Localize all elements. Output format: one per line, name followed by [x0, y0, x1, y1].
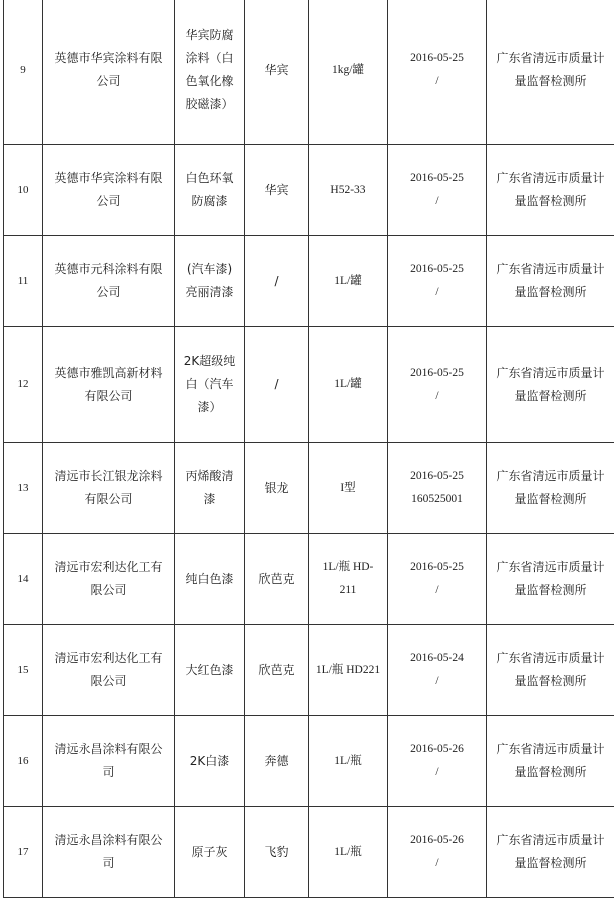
spec-cell: I型: [309, 443, 388, 534]
date-batch-cell: 2016-05-24 /: [388, 625, 487, 716]
inspection-agency-cell: 广东省清远市质量计 量监督检测所: [487, 327, 614, 443]
serial-number-cell: 9: [4, 0, 43, 145]
serial-number-cell: 15: [4, 625, 43, 716]
brand-cell: 华宾: [245, 0, 309, 145]
company-cell: 英德市雅凯高新材料 有限公司: [43, 327, 175, 443]
date-batch-cell: 2016-05-25 /: [388, 236, 487, 327]
inspection-agency-cell: 广东省清远市质量计 量监督检测所: [487, 625, 614, 716]
product-cell: 原子灰: [175, 807, 245, 898]
product-cell: 2K超级纯 白（汽车 漆）: [175, 327, 245, 443]
inspection-agency-cell: 广东省清远市质量计 量监督检测所: [487, 145, 614, 236]
date-batch-cell: 2016-05-25 /: [388, 0, 487, 145]
date-batch-cell: 2016-05-25 /: [388, 534, 487, 625]
serial-number-cell: 10: [4, 145, 43, 236]
table-row: [4, 807, 614, 898]
brand-cell: 奔德: [245, 716, 309, 807]
table-row: [4, 625, 614, 716]
date-batch-cell: 2016-05-25 /: [388, 327, 487, 443]
company-cell: 英德市华宾涂料有限 公司: [43, 0, 175, 145]
date-batch-cell: 2016-05-25 /: [388, 145, 487, 236]
table-row: [4, 327, 614, 443]
inspection-agency-cell: 广东省清远市质量计 量监督检测所: [487, 807, 614, 898]
spec-cell: 1kg/罐: [309, 0, 388, 145]
spec-cell: 1L/瓶: [309, 716, 388, 807]
inspection-agency-cell: 广东省清远市质量计 量监督检测所: [487, 534, 614, 625]
table-row: [4, 236, 614, 327]
company-cell: 清远市宏利达化工有 限公司: [43, 625, 175, 716]
product-cell: (汽车漆) 亮丽清漆: [175, 236, 245, 327]
product-cell: 丙烯酸清 漆: [175, 443, 245, 534]
serial-number-cell: 14: [4, 534, 43, 625]
table-row: [4, 716, 614, 807]
company-cell: 清远市宏利达化工有 限公司: [43, 534, 175, 625]
spec-cell: H52-33: [309, 145, 388, 236]
table-row: [4, 145, 614, 236]
inspection-agency-cell: 广东省清远市质量计 量监督检测所: [487, 716, 614, 807]
inspection-agency-cell: 广东省清远市质量计 量监督检测所: [487, 0, 614, 145]
date-batch-cell: 2016-05-26 /: [388, 807, 487, 898]
inspection-agency-cell: 广东省清远市质量计 量监督检测所: [487, 236, 614, 327]
company-cell: 清远市长江银龙涂料 有限公司: [43, 443, 175, 534]
company-cell: 清远永昌涂料有限公 司: [43, 716, 175, 807]
brand-cell: 银龙: [245, 443, 309, 534]
product-cell: 纯白色漆: [175, 534, 245, 625]
serial-number-cell: 16: [4, 716, 43, 807]
table-row: [4, 534, 614, 625]
company-cell: 清远永昌涂料有限公 司: [43, 807, 175, 898]
brand-cell: 飞豹: [245, 807, 309, 898]
spec-cell: 1L/罐: [309, 327, 388, 443]
spec-cell: 1L/瓶: [309, 807, 388, 898]
inspection-agency-cell: 广东省清远市质量计 量监督检测所: [487, 443, 614, 534]
date-batch-cell: 2016-05-26 /: [388, 716, 487, 807]
spec-cell: 1L/罐: [309, 236, 388, 327]
table-row: [4, 443, 614, 534]
product-cell: 白色环氧 防腐漆: [175, 145, 245, 236]
product-cell: 大红色漆: [175, 625, 245, 716]
brand-cell: /: [245, 236, 309, 327]
brand-cell: 欣芭克: [245, 625, 309, 716]
sampling-results-table: [3, 0, 614, 898]
brand-cell: /: [245, 327, 309, 443]
serial-number-cell: 12: [4, 327, 43, 443]
spec-cell: 1L/瓶 HD221: [309, 625, 388, 716]
serial-number-cell: 11: [4, 236, 43, 327]
serial-number-cell: 17: [4, 807, 43, 898]
date-batch-cell: 2016-05-25 160525001: [388, 443, 487, 534]
company-cell: 英德市华宾涂料有限 公司: [43, 145, 175, 236]
product-cell: 华宾防腐 涂料（白 色氧化橡 胶磁漆）: [175, 0, 245, 145]
brand-cell: 欣芭克: [245, 534, 309, 625]
company-cell: 英德市元科涂料有限 公司: [43, 236, 175, 327]
product-cell: 2K白漆: [175, 716, 245, 807]
serial-number-cell: 13: [4, 443, 43, 534]
table-row: [4, 0, 614, 145]
spec-cell: 1L/瓶 HD- 211: [309, 534, 388, 625]
brand-cell: 华宾: [245, 145, 309, 236]
